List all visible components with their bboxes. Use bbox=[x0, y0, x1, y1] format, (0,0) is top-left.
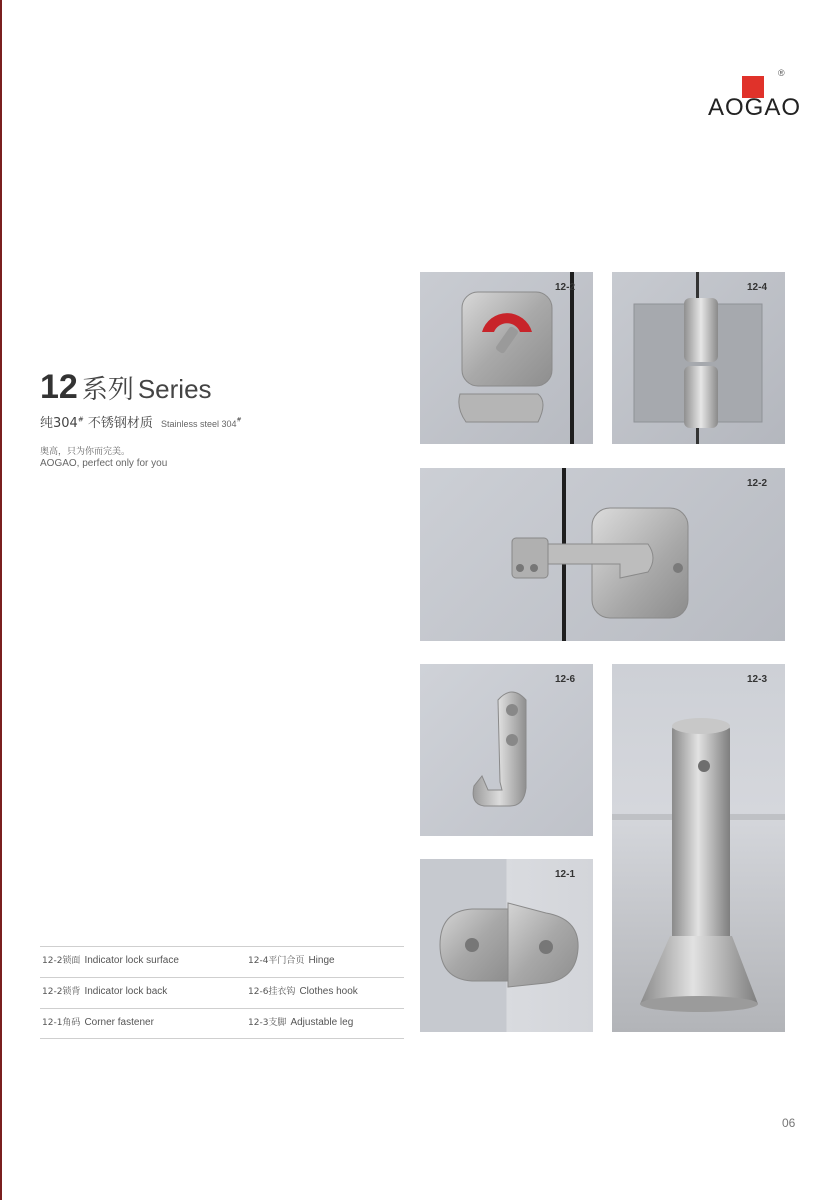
product-photo-hinge bbox=[612, 272, 785, 444]
brand-logo bbox=[708, 68, 802, 130]
material-en: Stainless steel 304 bbox=[161, 419, 237, 429]
series-number: 12 bbox=[40, 368, 78, 406]
material-cn-rest: 不锈钢材质 bbox=[87, 416, 153, 431]
list-cell bbox=[42, 953, 179, 966]
product-name-en: Indicator lock back bbox=[84, 986, 168, 997]
panel-code: 12-3 bbox=[746, 674, 767, 685]
list-item bbox=[40, 946, 404, 977]
list-cell bbox=[42, 1015, 154, 1028]
product-name-en: Hinge bbox=[308, 955, 335, 966]
list-cell bbox=[248, 953, 335, 966]
material-line bbox=[40, 412, 242, 431]
series-label-en: Series bbox=[137, 374, 212, 404]
page-number: 06 bbox=[782, 1116, 796, 1130]
list-item bbox=[40, 1008, 404, 1039]
material-cn: 纯304 bbox=[40, 416, 78, 431]
product-code-cn: 12-2锁背 bbox=[42, 987, 81, 997]
product-photo-indicator-lock-back bbox=[420, 468, 785, 641]
product-code-cn: 12-3支脚 bbox=[248, 1018, 287, 1028]
product-code-cn: 12-2锁面 bbox=[42, 956, 81, 966]
panel-code: 12-2 bbox=[554, 282, 575, 293]
product-photo-indicator-lock-surface bbox=[420, 272, 593, 444]
adjustable-leg-icon bbox=[612, 664, 785, 1032]
list-item bbox=[40, 977, 404, 1008]
material-mark: # bbox=[77, 415, 84, 424]
series-label-cn: 系列 bbox=[81, 375, 134, 405]
page-spine-line bbox=[0, 0, 2, 1200]
corner-fastener-icon bbox=[420, 859, 593, 1032]
panel-code: 12-2 bbox=[746, 478, 767, 489]
product-code-cn: 12-1角码 bbox=[42, 1018, 81, 1028]
list-cell bbox=[42, 984, 167, 997]
indicator-lock-surface-icon bbox=[420, 272, 593, 444]
clothes-hook-icon bbox=[420, 664, 593, 836]
product-list bbox=[40, 946, 404, 1039]
slogan-cn: 奥高，只为你而完美。 bbox=[40, 447, 131, 457]
product-name-en: Adjustable leg bbox=[290, 1017, 354, 1028]
product-name-en: Indicator lock surface bbox=[84, 955, 179, 966]
indicator-lock-back-icon bbox=[420, 468, 785, 641]
slogan-en: AOGAO, perfect only for you bbox=[40, 458, 168, 469]
product-photo-clothes-hook bbox=[420, 664, 593, 836]
logo-wordmark: AOGAO bbox=[708, 94, 802, 121]
product-code-cn: 12-6挂衣钩 bbox=[248, 987, 296, 997]
panel-code: 12-4 bbox=[746, 282, 767, 293]
product-name-en: Clothes hook bbox=[299, 986, 358, 997]
product-photo-adjustable-leg bbox=[612, 664, 785, 1032]
list-cell bbox=[248, 984, 358, 997]
product-code-cn: 12-4平门合页 bbox=[248, 956, 305, 966]
registered-mark: ® bbox=[778, 68, 785, 78]
series-title bbox=[40, 368, 212, 407]
material-en-mark: # bbox=[236, 416, 242, 424]
product-name-en: Corner fastener bbox=[84, 1017, 154, 1028]
product-photo-corner-fastener bbox=[420, 859, 593, 1032]
hinge-icon bbox=[612, 272, 785, 444]
list-cell bbox=[248, 1015, 353, 1028]
panel-code: 12-6 bbox=[554, 674, 575, 685]
panel-code: 12-1 bbox=[554, 869, 575, 880]
